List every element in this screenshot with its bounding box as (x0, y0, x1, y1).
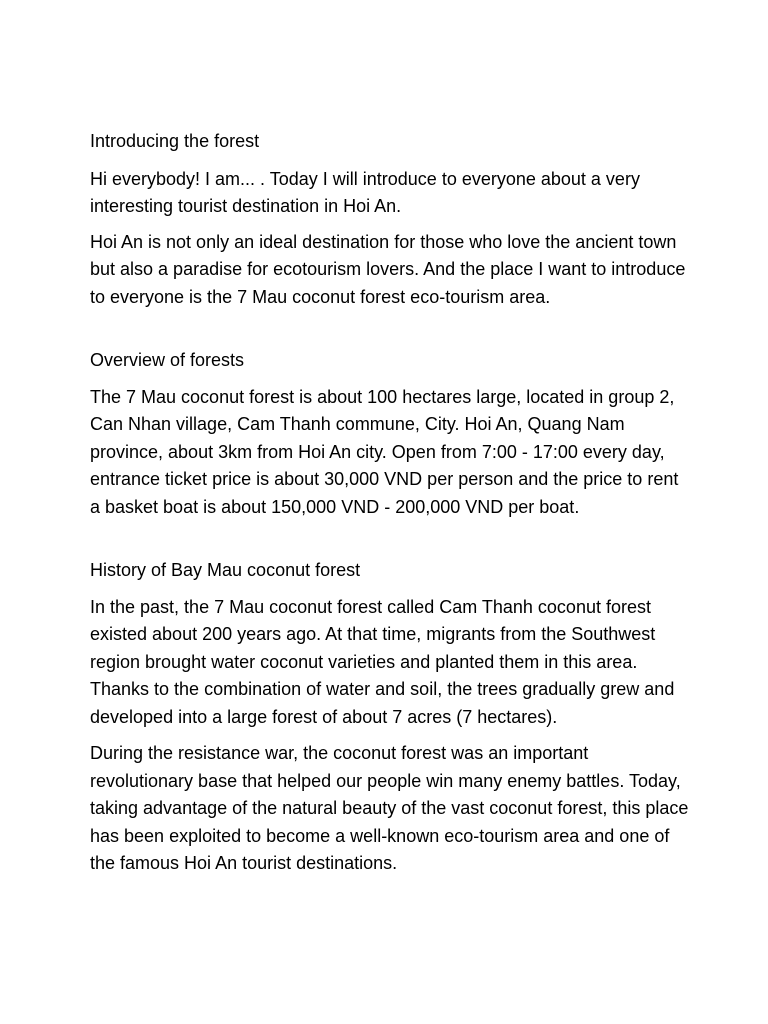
section-heading: Introducing the forest (90, 131, 260, 151)
section-introducing-the-forest (90, 128, 690, 311)
section-heading: History of Bay Mau coconut forest (90, 560, 361, 580)
section-history (90, 557, 690, 878)
paragraph: Hoi An is not only an ideal destination for those who love the ancient town but also a paradise for ecotourism lovers. And the place I want to introduce to everyone is the 7 Mau coconut forest eco-tourism area. (90, 231, 686, 307)
paragraph: During the resistance war, the coconut forest was an important revolutionary base that helped our people win many enemy battles. Today, taking advantage of the natural beauty of the vast coconut forest, this place has been exploited to become a well-known eco-tourism area and one of the famous Hoi An tourist destinations. (90, 743, 689, 873)
paragraph: The 7 Mau coconut forest is about 100 hectares large, located in group 2, Can Nhan village, Cam Thanh commune, City. Hoi An, Quang Nam province, about 3km from Hoi An city. Open from 7:00 - 17:00 every day, entrance ticket price is about 30,000 VND per person and the price to rent a basket boat is about 150,000 VND - 200,000 VND per boat. (90, 386, 679, 517)
document-page (90, 128, 690, 878)
paragraph: In the past, the 7 Mau coconut forest called Cam Thanh coconut forest existed about 200 years ago. At that time, migrants from the Southwest region brought water coconut varieties and planted them in this area. Thanks to the combination of water and soil, the trees gradually grew and developed into a large forest of about 7 acres (7 hectares). (90, 596, 675, 727)
section-overview-of-forests (90, 347, 690, 521)
section-heading: Overview of forests (90, 350, 245, 370)
paragraph: Hi everybody! I am... . Today I will introduce to everyone about a very interesting tourist destination in Hoi An. (90, 168, 640, 216)
